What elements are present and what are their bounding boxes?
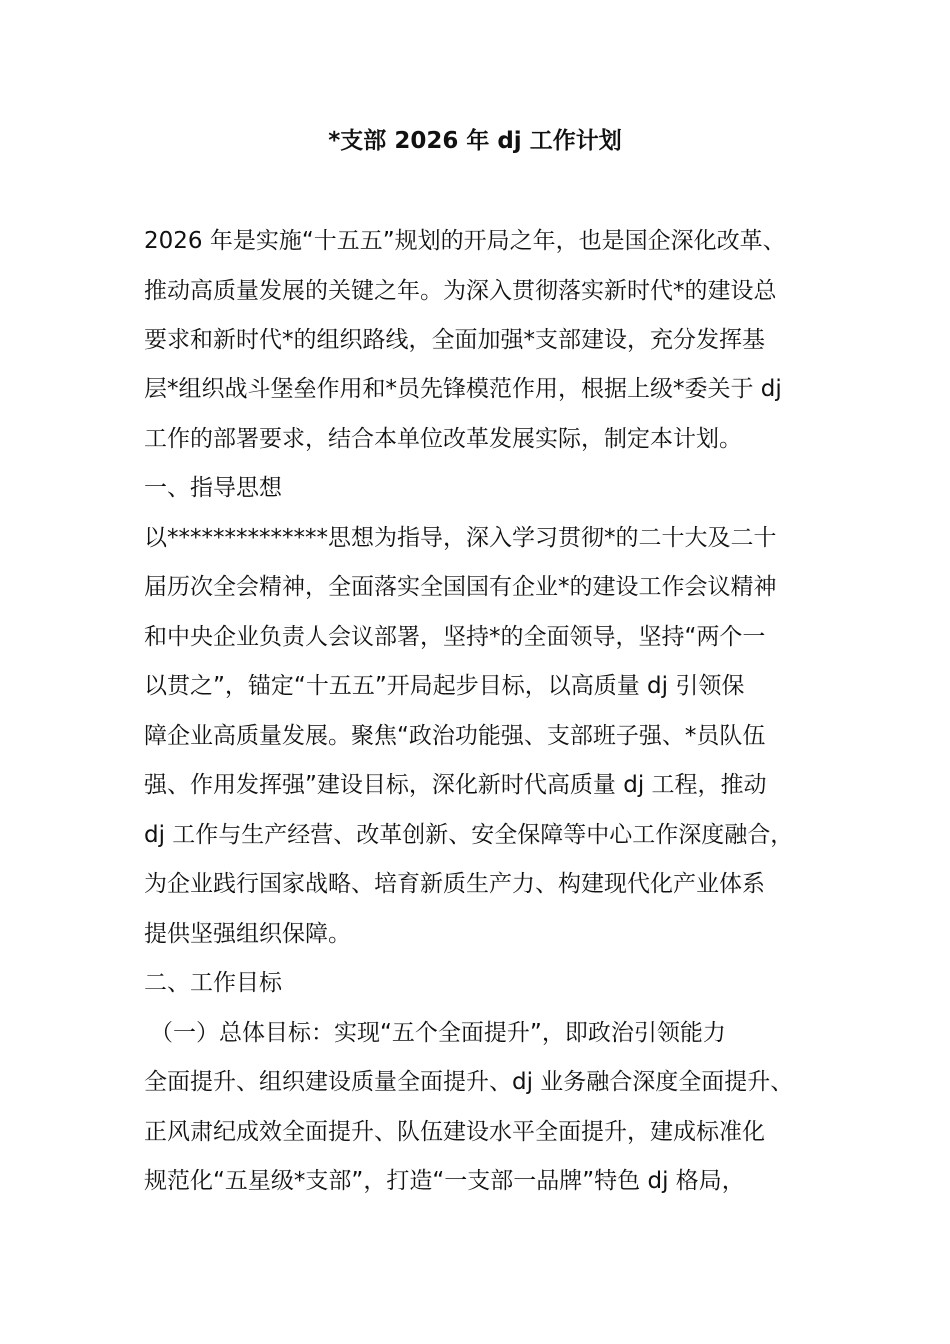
- body-line: 规范化“五星级*支部”，打造“一支部一品牌”特色 dj 格局，: [144, 1168, 745, 1194]
- body-line: 强、作用发挥强”建设目标，深化新时代高质量 dj 工程，推动: [144, 772, 767, 798]
- body-line: 以**************思想为指导，深入学习贯彻*的二十大及二十: [144, 525, 777, 551]
- body-line: 正风肃纪成效全面提升、队伍建设水平全面提升，建成标准化: [144, 1119, 765, 1145]
- body-line: 全面提升、组织建设质量全面提升、dj 业务融合深度全面提升、: [144, 1069, 794, 1095]
- body-line: 和中央企业负责人会议部署，坚持*的全面领导，坚持“两个一: [144, 624, 766, 650]
- body-line: 障企业高质量发展。聚焦“政治功能强、支部班子强、*员队伍: [144, 723, 766, 749]
- body-line: 以贯之”，锚定“十五五”开局起步目标，以高质量 dj 引领保: [144, 673, 745, 699]
- subsection-line: （一）总体目标：实现“五个全面提升”，即政治引领能力: [150, 1020, 726, 1046]
- body-line: 层*组织战斗堡垒作用和*员先锋模范作用，根据上级*委关于 dj: [144, 376, 782, 402]
- body-line: 工作的部署要求，结合本单位改革发展实际，制定本计划。: [144, 426, 742, 452]
- document-title: *支部 2026 年 dj 工作计划: [328, 128, 622, 154]
- body-line: 提供坚强组织保障。: [144, 921, 351, 947]
- body-line: 届历次全会精神，全面落实全国国有企业*的建设工作会议精神: [144, 574, 777, 600]
- section-heading: 二、工作目标: [144, 970, 282, 996]
- body-line: 2026 年是实施“十五五”规划的开局之年，也是国企深化改革、: [144, 228, 786, 254]
- body-line: 为企业践行国家战略、培育新质生产力、构建现代化产业体系: [144, 871, 765, 897]
- body-line: 要求和新时代*的组织路线，全面加强*支部建设，充分发挥基: [144, 327, 765, 353]
- section-heading: 一、指导思想: [144, 475, 282, 501]
- body-line: dj 工作与生产经营、改革创新、安全保障等中心工作深度融合，: [144, 822, 794, 848]
- body-line: 推动高质量发展的关键之年。为深入贯彻落实新时代*的建设总: [144, 278, 777, 304]
